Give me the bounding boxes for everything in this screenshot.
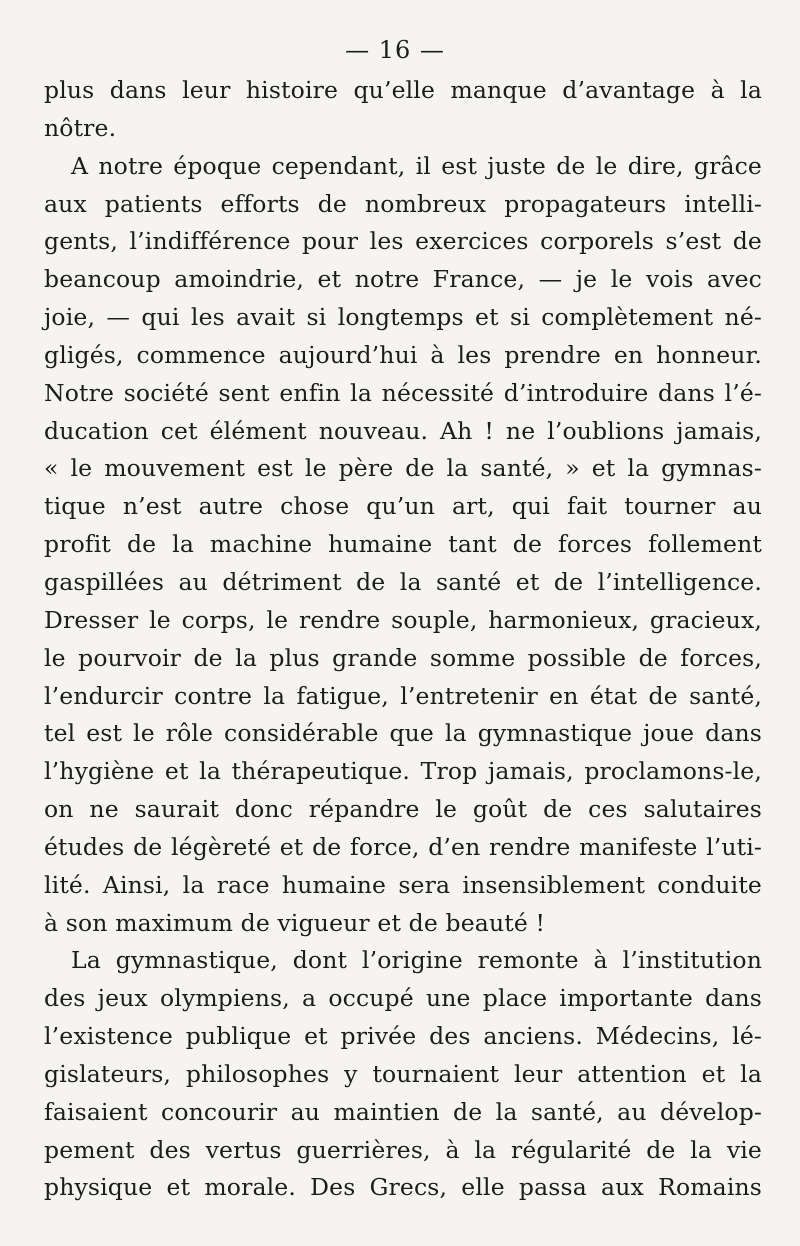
paragraph-3 <box>44 942 762 1207</box>
text-line: beancoup amoindrie, et notre France, — je le vois avec <box>44 265 762 294</box>
text-line: pement des vertus guerrières, à la régularité de la vie <box>44 1135 762 1164</box>
text-line: profit de la machine humaine tant de forces follement <box>44 530 762 559</box>
text-line: faisaient concourir au maintien de la santé, au dévelop- <box>44 1097 762 1126</box>
text-line: études de légèreté et de force, d’en rendre manifeste l’uti- <box>44 832 762 861</box>
text-line: gislateurs, philosophes y tournaient leur attention et la <box>44 1059 762 1088</box>
text-line: joie, — qui les avait si longtemps et si complètement né- <box>44 303 762 332</box>
text-line: l’existence publique et privée des anciens. Médecins, lé- <box>44 1022 762 1051</box>
text-line: tel est le rôle considérable que la gymnastique joue dans <box>44 719 762 748</box>
text-line: tique n’est autre chose qu’un art, qui fait tourner au <box>44 492 762 521</box>
text-line: Dresser le corps, le rendre souple, harmonieux, gracieux, <box>44 605 762 634</box>
text-line: plus dans leur histoire qu’elle manque d’avantage à la <box>44 76 762 104</box>
text-line: aux patients efforts de nombreux propagateurs intelli- <box>44 189 762 218</box>
text-line: gents, l’indifférence pour les exercices corporels s’est de <box>44 227 762 256</box>
text-line: La gymnastique, dont l’origine remonte à l’institution <box>71 946 762 975</box>
text-line: lité. Ainsi, la race humaine sera insensiblement conduite <box>44 870 762 899</box>
text-line: à son maximum de vigueur et de beauté ! <box>44 908 546 937</box>
page-number: — 16 — <box>345 36 445 64</box>
text-line: « le mouvement est le père de la santé, » et la gymnas- <box>44 454 762 483</box>
text-line: le pourvoir de la plus grande somme possible de forces, <box>44 643 762 672</box>
text-line: on ne saurait donc répandre le goût de ces salutaires <box>44 795 762 824</box>
text-line: l’hygiène et la thérapeutique. Trop jamais, proclamons-le, <box>44 757 762 786</box>
text-line: gaspillées au détriment de la santé et de l’intelligence. <box>44 567 762 596</box>
text-line: l’endurcir contre la fatigue, l’entretenir en état de santé, <box>44 681 762 710</box>
text-line: des jeux olympiens, a occupé une place importante dans <box>44 984 762 1013</box>
paragraph-1 <box>44 72 762 148</box>
text-line: A notre époque cependant, il est juste de le dire, grâce <box>71 151 762 180</box>
paragraph-2 <box>44 148 762 943</box>
text-line: ducation cet élément nouveau. Ah ! ne l’oublions jamais, <box>44 416 762 445</box>
text-line: Notre société sent enfin la nécessité d’introduire dans l’é- <box>44 378 762 407</box>
text-line: gligés, commence aujourd’hui à les prendre en honneur. <box>44 340 762 369</box>
text-line: nôtre. <box>44 113 117 142</box>
text-line: physique et morale. Des Grecs, elle passa aux Romains <box>44 1173 762 1202</box>
